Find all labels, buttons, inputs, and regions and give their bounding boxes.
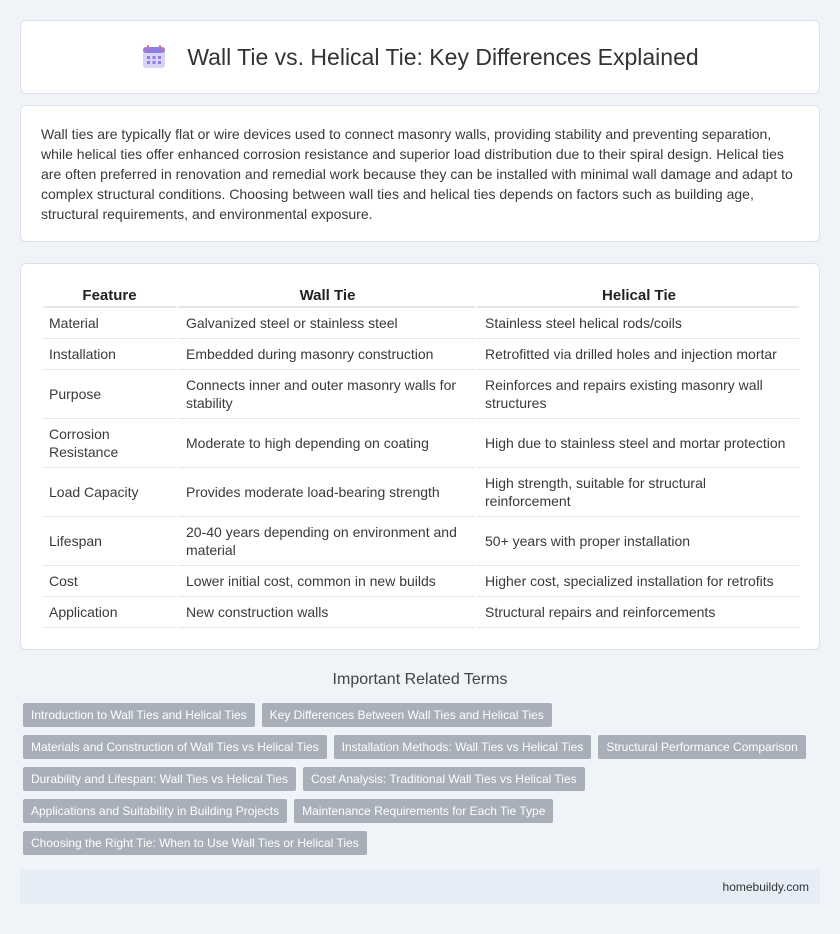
table-header-cell: Helical Tie: [475, 284, 799, 308]
table-cell: Material: [43, 308, 176, 339]
related-term-tag[interactable]: Materials and Construction of Wall Ties vs Helical Ties: [23, 735, 327, 759]
table-cell: Embedded during masonry construction: [176, 339, 475, 370]
related-terms-list: [23, 703, 823, 863]
table-cell: Purpose: [43, 370, 176, 419]
title-card: [20, 20, 820, 94]
table-cell: Reinforces and repairs existing masonry wall structures: [475, 370, 799, 419]
tag-row: [23, 735, 823, 759]
page-title: Wall Tie vs. Helical Tie: Key Differences Explained: [187, 43, 699, 70]
table-cell: Moderate to high depending on coating: [176, 419, 475, 468]
calendar-icon: [141, 44, 167, 70]
table-row: [43, 339, 799, 370]
table-row: [43, 566, 799, 597]
related-term-tag[interactable]: Choosing the Right Tie: When to Use Wall Ties or Helical Ties: [23, 831, 367, 855]
table-row: [43, 597, 799, 628]
table-header-cell: Feature: [43, 284, 176, 308]
table-cell: Stainless steel helical rods/coils: [475, 308, 799, 339]
tag-row: [23, 831, 823, 855]
related-terms-heading: Important Related Terms: [332, 671, 508, 688]
intro-paragraph: Wall ties are typically flat or wire devices used to connect masonry walls, providing stability and preventing separation, while helical ties offer enhanced corrosion resistance and superior load distribution due to their spiral design. Helical ties are often preferred in renovation and remedial work because they can be installed with minimal wall damage and adapt to complex structural conditions. Choosing between wall ties and helical ties depends on factors such as building age, structural requirements, and environmental exposure.: [41, 126, 793, 222]
table-row: [43, 370, 799, 419]
tag-row: [23, 799, 823, 823]
table-row: [43, 468, 799, 517]
table-cell: Cost: [43, 566, 176, 597]
table-row: [43, 308, 799, 339]
related-term-tag[interactable]: Introduction to Wall Ties and Helical Ties: [23, 703, 255, 727]
related-term-tag[interactable]: Maintenance Requirements for Each Tie Type: [294, 799, 553, 823]
table-cell: Corrosion Resistance: [43, 419, 176, 468]
related-term-tag[interactable]: Installation Methods: Wall Ties vs Helical Ties: [334, 735, 592, 759]
table-cell: Lifespan: [43, 517, 176, 566]
table-cell: Installation: [43, 339, 176, 370]
table-header-cell: Wall Tie: [176, 284, 475, 308]
footer-site-link[interactable]: homebuildy.com: [722, 880, 809, 894]
intro-card: [20, 105, 820, 242]
table-cell: Provides moderate load-bearing strength: [176, 468, 475, 517]
tag-row: [23, 767, 823, 791]
table-cell: High due to stainless steel and mortar protection: [475, 419, 799, 468]
table-cell: Application: [43, 597, 176, 628]
tag-row: [23, 703, 823, 727]
table-row: [43, 517, 799, 566]
table-cell: Retrofitted via drilled holes and injection mortar: [475, 339, 799, 370]
table-cell: 50+ years with proper installation: [475, 517, 799, 566]
table-cell: Connects inner and outer masonry walls for stability: [176, 370, 475, 419]
table-cell: High strength, suitable for structural reinforcement: [475, 468, 799, 517]
table-row: [43, 419, 799, 468]
related-term-tag[interactable]: Structural Performance Comparison: [598, 735, 805, 759]
table-cell: Higher cost, specialized installation for retrofits: [475, 566, 799, 597]
table-cell: New construction walls: [176, 597, 475, 628]
related-term-tag[interactable]: Cost Analysis: Traditional Wall Ties vs Helical Ties: [303, 767, 585, 791]
comparison-table-card: [20, 263, 820, 650]
table-cell: Structural repairs and reinforcements: [475, 597, 799, 628]
comparison-table: [43, 284, 799, 628]
footer: [20, 870, 820, 904]
table-cell: Load Capacity: [43, 468, 176, 517]
table-header-row: [43, 284, 799, 308]
related-term-tag[interactable]: Applications and Suitability in Building Projects: [23, 799, 287, 823]
table-cell: Galvanized steel or stainless steel: [176, 308, 475, 339]
related-term-tag[interactable]: Key Differences Between Wall Ties and Helical Ties: [262, 703, 552, 727]
related-term-tag[interactable]: Durability and Lifespan: Wall Ties vs Helical Ties: [23, 767, 296, 791]
table-cell: 20-40 years depending on environment and material: [176, 517, 475, 566]
table-cell: Lower initial cost, common in new builds: [176, 566, 475, 597]
